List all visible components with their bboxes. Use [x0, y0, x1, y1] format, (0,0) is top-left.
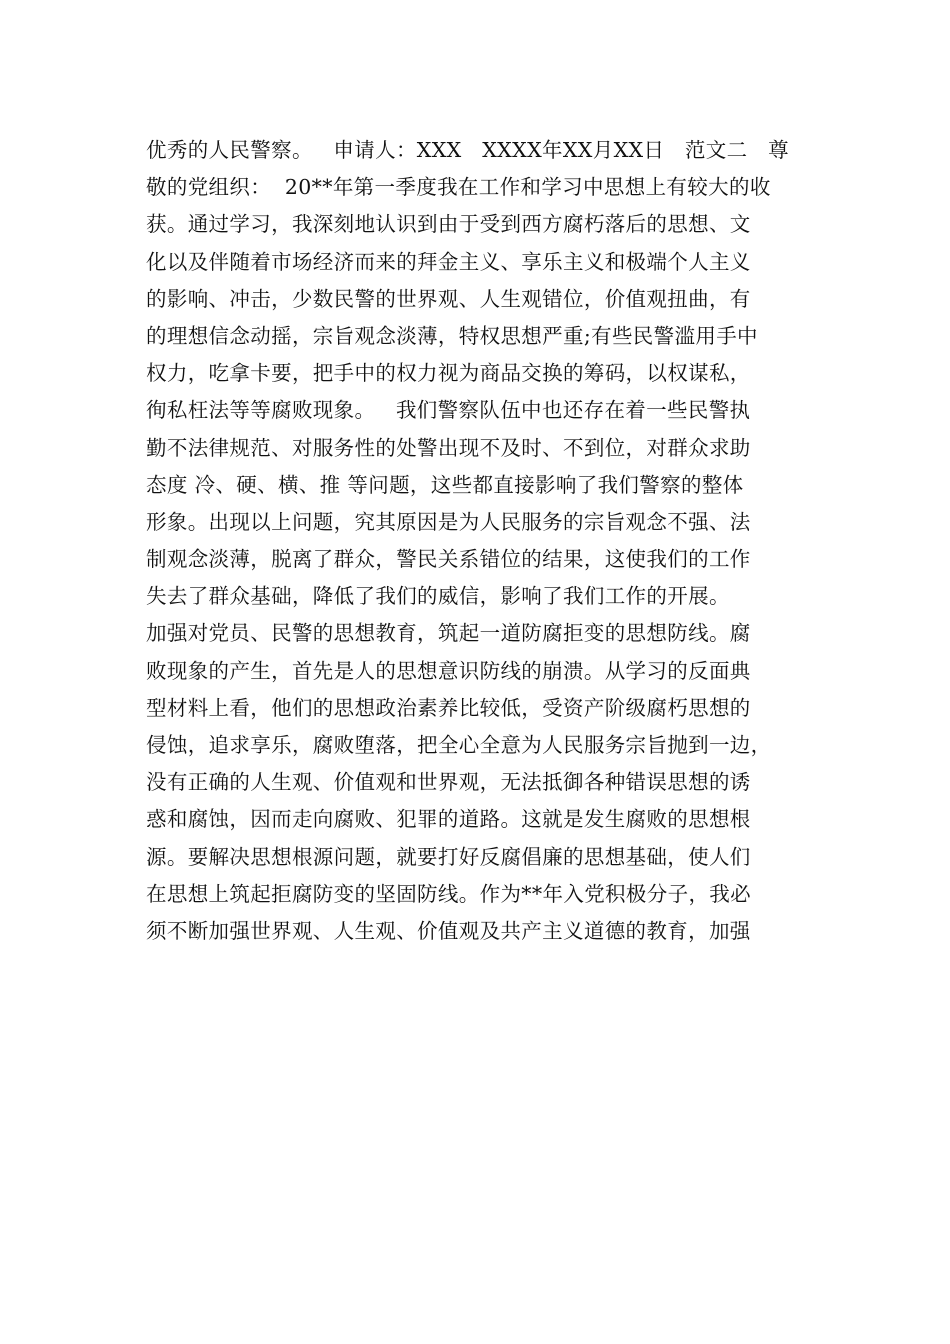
text-line: 形象。出现以上问题，究其原因是为人民服务的宗旨观念不强、法 — [146, 509, 751, 534]
text-line: 型材料上看，他们的思想政治素养比较低，受资产阶级腐朽思想的 — [146, 695, 751, 720]
text-line: 权力，吃拿卡要，把手中的权力视为商品交换的筹码，以权谋私， — [146, 361, 751, 386]
text-line: 在思想上筑起拒腐防变的坚固防线。作为**年入党积极分子，我必 — [146, 881, 751, 906]
text-line: 没有正确的人生观、价值观和世界观，无法抵御各种错误思想的诱 — [146, 770, 751, 795]
text-line: 惑和腐蚀，因而走向腐败、犯罪的道路。这就是发生腐败的思想根 — [146, 807, 751, 832]
text-line: 获。通过学习，我深刻地认识到由于受到西方腐朽落后的思想、文 — [146, 212, 751, 237]
text-line: 的理想信念动摇，宗旨观念淡薄，特权思想严重;有些民警滥用手中 — [146, 323, 758, 348]
text-line: 优秀的人民警察。 申请人：XXX XXXX年XX月XX日 范文二 尊 — [146, 138, 789, 162]
text-line: 徇私枉法等等腐败现象。 我们警察队伍中也还存在着一些民警执 — [146, 398, 751, 423]
text-line: 化以及伴随着市场经济而来的拜金主义、享乐主义和极端个人主义 — [146, 249, 751, 274]
text-line: 敬的党组织： 20**年第一季度我在工作和学习中思想上有较大的收 — [146, 175, 771, 200]
text-line: 须不断加强世界观、人生观、价值观及共产主义道德的教育，加强 — [146, 918, 751, 943]
text-line: 源。要解决思想根源问题，就要打好反腐倡廉的思想基础，使人们 — [146, 844, 751, 869]
text-line: 失去了群众基础，降低了我们的威信，影响了我们工作的开展。 — [146, 584, 730, 609]
text-line: 侵蚀，追求享乐，腐败堕落，把全心全意为人民服务宗旨抛到一边， — [146, 733, 772, 757]
text-line: 制观念淡薄，脱离了群众，警民关系错位的结果，这使我们的工作 — [146, 547, 751, 572]
text-line: 态度 冷、硬、横、推 等问题，这些都直接影响了我们警察的整体 — [146, 472, 744, 497]
text-line: 败现象的产生，首先是人的思想意识防线的崩溃。从学习的反面典 — [146, 658, 751, 683]
text-line: 加强对党员、民警的思想教育，筑起一道防腐拒变的思想防线。腐 — [146, 621, 751, 646]
text-line: 勤不法律规范、对服务性的处警出现不及时、不到位，对群众求助 — [146, 435, 751, 460]
text-line: 的影响、冲击，少数民警的世界观、人生观错位，价值观扭曲，有 — [146, 286, 751, 311]
document-body — [146, 132, 816, 950]
